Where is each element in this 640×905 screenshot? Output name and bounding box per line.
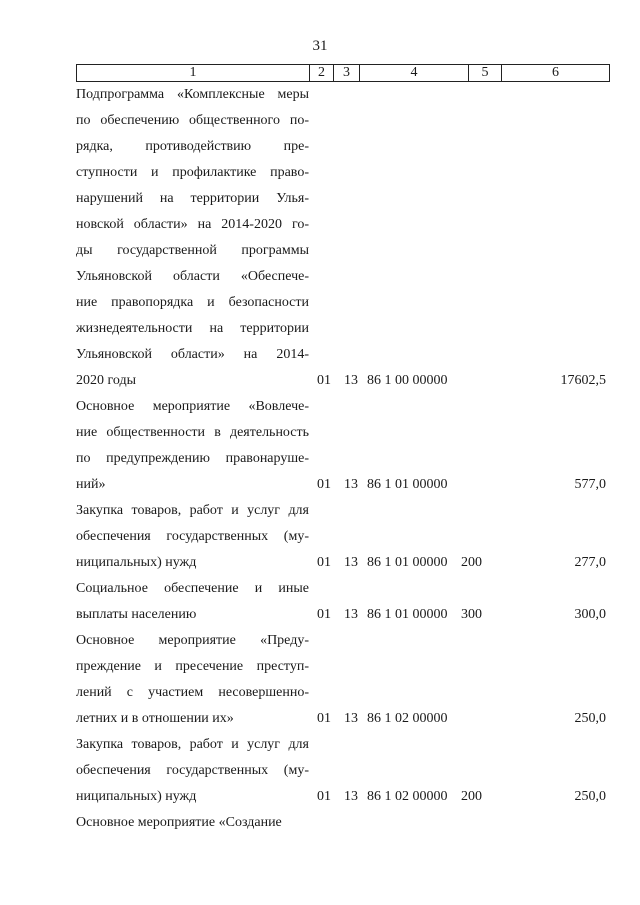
row-values xyxy=(76,810,610,836)
description-line: Закупка товаров, работ и услуг для xyxy=(76,503,309,518)
description-line: ние общественности в деятельность xyxy=(76,425,309,440)
target-article-code: 86 1 01 00000 xyxy=(367,555,448,570)
subsection-code: 13 xyxy=(344,789,358,804)
row-values xyxy=(76,784,610,810)
expense-type-code: 300 xyxy=(461,607,482,622)
row-values xyxy=(76,550,610,576)
subsection-code: 13 xyxy=(344,711,358,726)
amount: 300,0 xyxy=(574,607,606,622)
header-col-2: 2 xyxy=(310,65,334,81)
amount: 577,0 xyxy=(574,477,606,492)
target-article-code: 86 1 01 00000 xyxy=(367,607,448,622)
description-line: Ульяновской области «Обеспече- xyxy=(76,269,309,284)
target-article-code: 86 1 02 00000 xyxy=(367,789,448,804)
table-row xyxy=(76,732,610,810)
subsection-code: 13 xyxy=(344,373,358,388)
row-values xyxy=(76,472,610,498)
description-line: по обеспечению общественного по- xyxy=(76,113,309,128)
table-row xyxy=(76,810,610,836)
description-line: жизнедеятельности на территории xyxy=(76,321,309,336)
description-line: ний» xyxy=(76,477,106,492)
header-col-4: 4 xyxy=(360,65,469,81)
target-article-code: 86 1 02 00000 xyxy=(367,711,448,726)
description-line: обеспечения государственных (му- xyxy=(76,529,309,544)
table-row xyxy=(76,628,610,732)
section-code: 01 xyxy=(317,555,331,570)
description-line: летних и в отношении их» xyxy=(76,711,234,726)
amount: 250,0 xyxy=(574,789,606,804)
target-article-code: 86 1 01 00000 xyxy=(367,477,448,492)
section-code: 01 xyxy=(317,607,331,622)
subsection-code: 13 xyxy=(344,477,358,492)
description-line: Социальное обеспечение и иные xyxy=(76,581,309,596)
description-line: Подпрограмма «Комплексные меры xyxy=(76,87,309,102)
row-description xyxy=(76,82,309,394)
description-line: преждение и пресечение преступ- xyxy=(76,659,309,674)
table-header-row xyxy=(76,64,610,82)
description-line: ние правопорядка и безопасности xyxy=(76,295,309,310)
table-body xyxy=(76,82,610,836)
table-row xyxy=(76,576,610,628)
description-line: ды государственной программы xyxy=(76,243,309,258)
description-line: по предупреждению правонаруше- xyxy=(76,451,309,466)
row-values xyxy=(76,706,610,732)
description-line: Основное мероприятие «Вовлече- xyxy=(76,399,309,414)
description-line: 2020 годы xyxy=(76,373,137,388)
amount: 250,0 xyxy=(574,711,606,726)
expense-type-code: 200 xyxy=(461,789,482,804)
page-number: 31 xyxy=(312,38,328,54)
description-line: ступности и профилактике право- xyxy=(76,165,309,180)
description-line: выплаты населению xyxy=(76,607,197,622)
header-col-6: 6 xyxy=(552,65,559,80)
description-line: ниципальных) нужд xyxy=(76,555,197,570)
table-row xyxy=(76,498,610,576)
description-line: Основное мероприятие «Преду- xyxy=(76,633,309,648)
section-code: 01 xyxy=(317,373,331,388)
description-line: Основное мероприятие «Создание xyxy=(76,815,282,830)
description-line: обеспечения государственных (му- xyxy=(76,763,309,778)
section-code: 01 xyxy=(317,477,331,492)
table-row xyxy=(76,394,610,498)
table-row xyxy=(76,82,610,394)
description-line: лений с участием несовершенно- xyxy=(76,685,309,700)
description-line: нарушений на территории Улья- xyxy=(76,191,309,206)
description-line: Закупка товаров, работ и услуг для xyxy=(76,737,309,752)
description-line: рядка, противодействию пре- xyxy=(76,139,309,154)
target-article-code: 86 1 00 00000 xyxy=(367,373,448,388)
header-col-5: 5 xyxy=(469,65,502,81)
description-line: новской области» на 2014-2020 го- xyxy=(76,217,309,232)
header-col-1: 1 xyxy=(77,65,310,81)
row-values xyxy=(76,368,610,394)
amount: 17602,5 xyxy=(560,373,606,388)
subsection-code: 13 xyxy=(344,607,358,622)
section-code: 01 xyxy=(317,789,331,804)
section-code: 01 xyxy=(317,711,331,726)
description-line: ниципальных) нужд xyxy=(76,789,197,804)
expense-type-code: 200 xyxy=(461,555,482,570)
row-values xyxy=(76,602,610,628)
subsection-code: 13 xyxy=(344,555,358,570)
header-col-3: 3 xyxy=(334,65,360,81)
description-line: Ульяновской области» на 2014- xyxy=(76,347,309,362)
amount: 277,0 xyxy=(574,555,606,570)
